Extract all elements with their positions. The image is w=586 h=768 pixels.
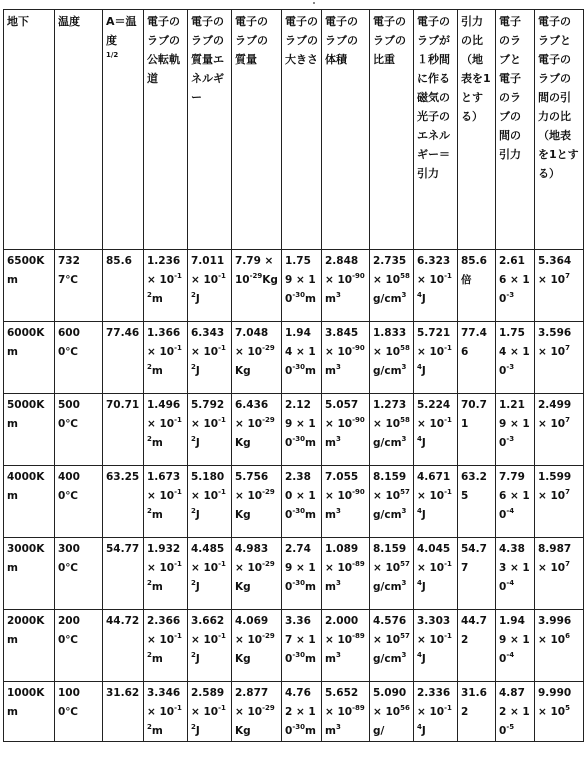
unit-exponent: 3 (335, 723, 341, 731)
exponent: -3 (506, 291, 515, 299)
table-cell: $7.048 \times 10^{-29}Kg$ (232, 322, 282, 394)
exponent: 6 (565, 632, 570, 640)
table-cell: $5.792 \times 10^{-12}J$ (188, 394, 232, 466)
table-cell: $1.273 \times 10^{58}g/cm^3$ (370, 394, 414, 466)
exponent: -30 (292, 579, 305, 587)
table-cell: 2000℃ (55, 610, 103, 682)
exponent: -12 (191, 704, 226, 731)
header-cell: 電子のラブの体積 (322, 10, 370, 250)
table-cell: 70.71 (458, 394, 496, 466)
table-cell: $7.011 \times 10^{-12}J$ (188, 250, 232, 322)
exponent: 7 (565, 488, 570, 496)
table-cell: $2.848 \times 10^{-90}m^3$ (322, 250, 370, 322)
exponent: -4 (506, 651, 515, 659)
table-cell: $8.987 \times 10^7$ (535, 538, 584, 610)
header-cell: 電子のラブの質量 (232, 10, 282, 250)
exponent: 7 (565, 344, 570, 352)
unit-exponent: 3 (335, 507, 341, 515)
table-cell: 85.6倍 (458, 250, 496, 322)
exponent: 7 (565, 416, 570, 424)
scan-speck (313, 2, 315, 4)
exponent: -89 (352, 632, 365, 640)
table-cell: $2.749 \times 10^{-30}m$ (282, 538, 322, 610)
exponent: -90 (352, 272, 365, 280)
table-cell: $2.499 \times 10^7$ (535, 394, 584, 466)
unit-exponent: 3 (335, 579, 341, 587)
exponent: -14 (417, 344, 452, 371)
exponent: -12 (147, 560, 182, 587)
exponent: -4 (506, 507, 515, 515)
table-cell: 31.62 (458, 682, 496, 742)
table-cell: $3.996 \times 10^6$ (535, 610, 584, 682)
table-cell: $1.219 \times 10^{-3}$ (496, 394, 535, 466)
exponent: -29 (262, 416, 275, 424)
header-cell: 電子のラブの比重 (370, 10, 414, 250)
table-cell: $7.055 \times 10^{-90}m^3$ (322, 466, 370, 538)
exponent: -29 (262, 488, 275, 496)
table-cell: $4.069 \times 10^{-29}Kg$ (232, 610, 282, 682)
table-cell: $3.367 \times 10^{-30}m$ (282, 610, 322, 682)
table-cell: $1.366 \times 10^{-12}m$ (144, 322, 188, 394)
exponent: -30 (292, 435, 305, 443)
exponent: -12 (147, 344, 182, 371)
exponent: 58 (400, 416, 410, 424)
table-cell: 6000℃ (55, 322, 103, 394)
table-cell: $4.485 \times 10^{-12}J$ (188, 538, 232, 610)
table-cell: $3.346 \times 10^{-12}m$ (144, 682, 188, 742)
exponent: 58 (400, 272, 410, 280)
exponent: -12 (147, 488, 182, 515)
table-cell: $6.343 \times 10^{-12}J$ (188, 322, 232, 394)
table-cell: $5.756 \times 10^{-29}Kg$ (232, 466, 282, 538)
table-cell: $1.236 \times 10^{-12}m$ (144, 250, 188, 322)
exponent: -29 (262, 344, 275, 352)
exponent: -14 (417, 488, 452, 515)
header-cell: A＝温度 1/2 (103, 10, 144, 250)
table-cell: $2.380 \times 10^{-30}m$ (282, 466, 322, 538)
table-cell: $1.496 \times 10^{-12}m$ (144, 394, 188, 466)
table-cell: $2.336 \times 10^{-14}J$ (414, 682, 458, 742)
table-cell: $1.754 \times 10^{-3}$ (496, 322, 535, 394)
table-cell: $3.303 \times 10^{-14}J$ (414, 610, 458, 682)
table-cell: 44.72 (458, 610, 496, 682)
table-cell: 70.71 (103, 394, 144, 466)
data-table (3, 9, 584, 742)
exponent: -12 (147, 272, 182, 299)
table-cell: $2.616 \times 10^{-3}$ (496, 250, 535, 322)
exponent: -30 (292, 291, 305, 299)
table-cell: 31.62 (103, 682, 144, 742)
table-cell: 77.46 (458, 322, 496, 394)
table-row (4, 466, 584, 538)
table-cell: $8.159 \times 10^{57}g/cm^3$ (370, 466, 414, 538)
header-exponent: 1/2 (106, 51, 119, 59)
table-cell: 77.46 (103, 322, 144, 394)
exponent: -30 (292, 723, 305, 731)
table-row (4, 322, 584, 394)
exponent: -12 (147, 704, 182, 731)
unit-exponent: 3 (335, 651, 341, 659)
exponent: -30 (292, 507, 305, 515)
header-cell: 電子のラブが１秒間に作る磁気の光子のエネルギー＝引力 (414, 10, 458, 250)
table-cell: $4.576 \times 10^{57}g/cm^3$ (370, 610, 414, 682)
header-cell: 電子のラブと電子のラブの間の引力 (496, 10, 535, 250)
table-row (4, 394, 584, 466)
table-cell: $2.735 \times 10^{58}g/cm^3$ (370, 250, 414, 322)
table-cell: 2000Km (4, 610, 55, 682)
exponent: -30 (292, 363, 305, 371)
table-cell: 6500Km (4, 250, 55, 322)
exponent: 57 (400, 560, 410, 568)
table-cell: 6000Km (4, 322, 55, 394)
exponent: -90 (352, 488, 365, 496)
unit-exponent: 3 (401, 363, 407, 371)
exponent: 7 (565, 272, 570, 280)
exponent: 7 (565, 560, 570, 568)
table-cell: 63.25 (458, 466, 496, 538)
unit-exponent: 3 (335, 363, 341, 371)
table-cell: $9.990 \times 10^5$ (535, 682, 584, 742)
table-cell: 85.6 (103, 250, 144, 322)
exponent: -12 (191, 488, 226, 515)
table-cell: $1.932 \times 10^{-12}m$ (144, 538, 188, 610)
table-cell: $2.000 \times 10^{-89}m^3$ (322, 610, 370, 682)
table-cell: 7327℃ (55, 250, 103, 322)
table-row (4, 610, 584, 682)
exponent: 57 (400, 632, 410, 640)
table-cell: $5.224 \times 10^{-14}J$ (414, 394, 458, 466)
table-cell: $1.833 \times 10^{58}g/cm^3$ (370, 322, 414, 394)
table-cell: $4.045 \times 10^{-14}J$ (414, 538, 458, 610)
header-cell: 電子のラブの公転軌道 (144, 10, 188, 250)
header-cell: 電子のラブの大きさ (282, 10, 322, 250)
exponent: -12 (191, 560, 226, 587)
exponent: -29 (249, 272, 263, 280)
exponent: -14 (417, 560, 452, 587)
exponent: 56 (400, 704, 410, 712)
table-cell: 3000℃ (55, 538, 103, 610)
table-cell: $5.090 \times 10^{56}g/$ (370, 682, 414, 742)
unit-exponent: 3 (335, 435, 341, 443)
unit-exponent: 3 (401, 291, 407, 299)
exponent: -29 (262, 632, 275, 640)
header-cell: 温度 (55, 10, 103, 250)
exponent: -14 (417, 416, 452, 443)
exponent: -29 (262, 704, 275, 712)
table-cell: 63.25 (103, 466, 144, 538)
table-cell: $3.662 \times 10^{-12}J$ (188, 610, 232, 682)
table-cell: $1.089 \times 10^{-89}m^3$ (322, 538, 370, 610)
table-cell: $7.79 \times 10^{-29}Kg$ (232, 250, 282, 322)
table-cell: $2.589 \times 10^{-12}J$ (188, 682, 232, 742)
exponent: -90 (352, 344, 365, 352)
table-cell: $5.652 \times 10^{-89}m^3$ (322, 682, 370, 742)
header-cell: 電子のラブと電子のラブの間の引力の比（地表を1とする） (535, 10, 584, 250)
exponent: -14 (417, 632, 452, 659)
table-cell: 54.77 (103, 538, 144, 610)
exponent: -4 (506, 579, 515, 587)
exponent: -3 (506, 435, 515, 443)
exponent: -12 (147, 632, 182, 659)
table-cell: $3.845 \times 10^{-90}m^3$ (322, 322, 370, 394)
table-cell: $4.383 \times 10^{-4}$ (496, 538, 535, 610)
header-cell: 地下 (4, 10, 55, 250)
exponent: 5 (565, 704, 570, 712)
table-cell: $2.877 \times 10^{-29}Kg$ (232, 682, 282, 742)
table-body (4, 250, 584, 742)
exponent: -3 (506, 363, 515, 371)
table-cell: $5.180 \times 10^{-12}J$ (188, 466, 232, 538)
table-cell: $6.436 \times 10^{-29}Kg$ (232, 394, 282, 466)
table-cell: $6.323 \times 10^{-14}J$ (414, 250, 458, 322)
table-cell: $4.983 \times 10^{-29}Kg$ (232, 538, 282, 610)
exponent: -12 (191, 272, 226, 299)
table-row (4, 682, 584, 742)
table-cell: $1.944 \times 10^{-30}m$ (282, 322, 322, 394)
exponent: -89 (352, 560, 365, 568)
header-cell: 引力の比（地表を1とする） (458, 10, 496, 250)
table-cell: $1.599 \times 10^7$ (535, 466, 584, 538)
table-cell: 5000Km (4, 394, 55, 466)
table-row (4, 250, 584, 322)
exponent: -12 (191, 344, 226, 371)
exponent: -14 (417, 272, 452, 299)
exponent: -30 (292, 651, 305, 659)
table-cell: 5000℃ (55, 394, 103, 466)
table-cell: $4.872 \times 10^{-5}$ (496, 682, 535, 742)
header-cell: 電子のラブの質量エネルギー (188, 10, 232, 250)
table-cell: 4000Km (4, 466, 55, 538)
table-cell: $2.366 \times 10^{-12}m$ (144, 610, 188, 682)
table-cell: $8.159 \times 10^{57}g/cm^3$ (370, 538, 414, 610)
exponent: -29 (262, 560, 275, 568)
table-cell: 3000Km (4, 538, 55, 610)
table-cell: $1.673 \times 10^{-12}m$ (144, 466, 188, 538)
table-cell: $5.057 \times 10^{-90}m^3$ (322, 394, 370, 466)
exponent: -89 (352, 704, 365, 712)
table-cell: $1.759 \times 10^{-30}m$ (282, 250, 322, 322)
table-cell: $4.671 \times 10^{-14}J$ (414, 466, 458, 538)
exponent: -12 (191, 632, 226, 659)
table-cell: 44.72 (103, 610, 144, 682)
table-cell: $4.762 \times 10^{-30}m$ (282, 682, 322, 742)
table-cell: 54.77 (458, 538, 496, 610)
table-cell: $1.949 \times 10^{-4}$ (496, 610, 535, 682)
exponent: 58 (400, 344, 410, 352)
exponent: -14 (417, 704, 452, 731)
table-cell: $5.721 \times 10^{-14}J$ (414, 322, 458, 394)
table-cell: 4000℃ (55, 466, 103, 538)
exponent: -12 (191, 416, 226, 443)
table-cell: $5.364 \times 10^7$ (535, 250, 584, 322)
exponent: -12 (147, 416, 182, 443)
unit-exponent: 3 (401, 579, 407, 587)
table-cell: $3.596 \times 10^7$ (535, 322, 584, 394)
table-cell: 1000℃ (55, 682, 103, 742)
table-cell: 1000Km (4, 682, 55, 742)
unit-exponent: 3 (401, 435, 407, 443)
unit-exponent: 3 (335, 291, 341, 299)
header-row (4, 10, 584, 250)
exponent: 57 (400, 488, 410, 496)
exponent: -90 (352, 416, 365, 424)
unit-exponent: 3 (401, 507, 407, 515)
table-cell: $7.796 \times 10^{-4}$ (496, 466, 535, 538)
unit-exponent: 3 (401, 651, 407, 659)
table-row (4, 538, 584, 610)
table-cell: $2.129 \times 10^{-30}m$ (282, 394, 322, 466)
exponent: -5 (506, 723, 515, 731)
